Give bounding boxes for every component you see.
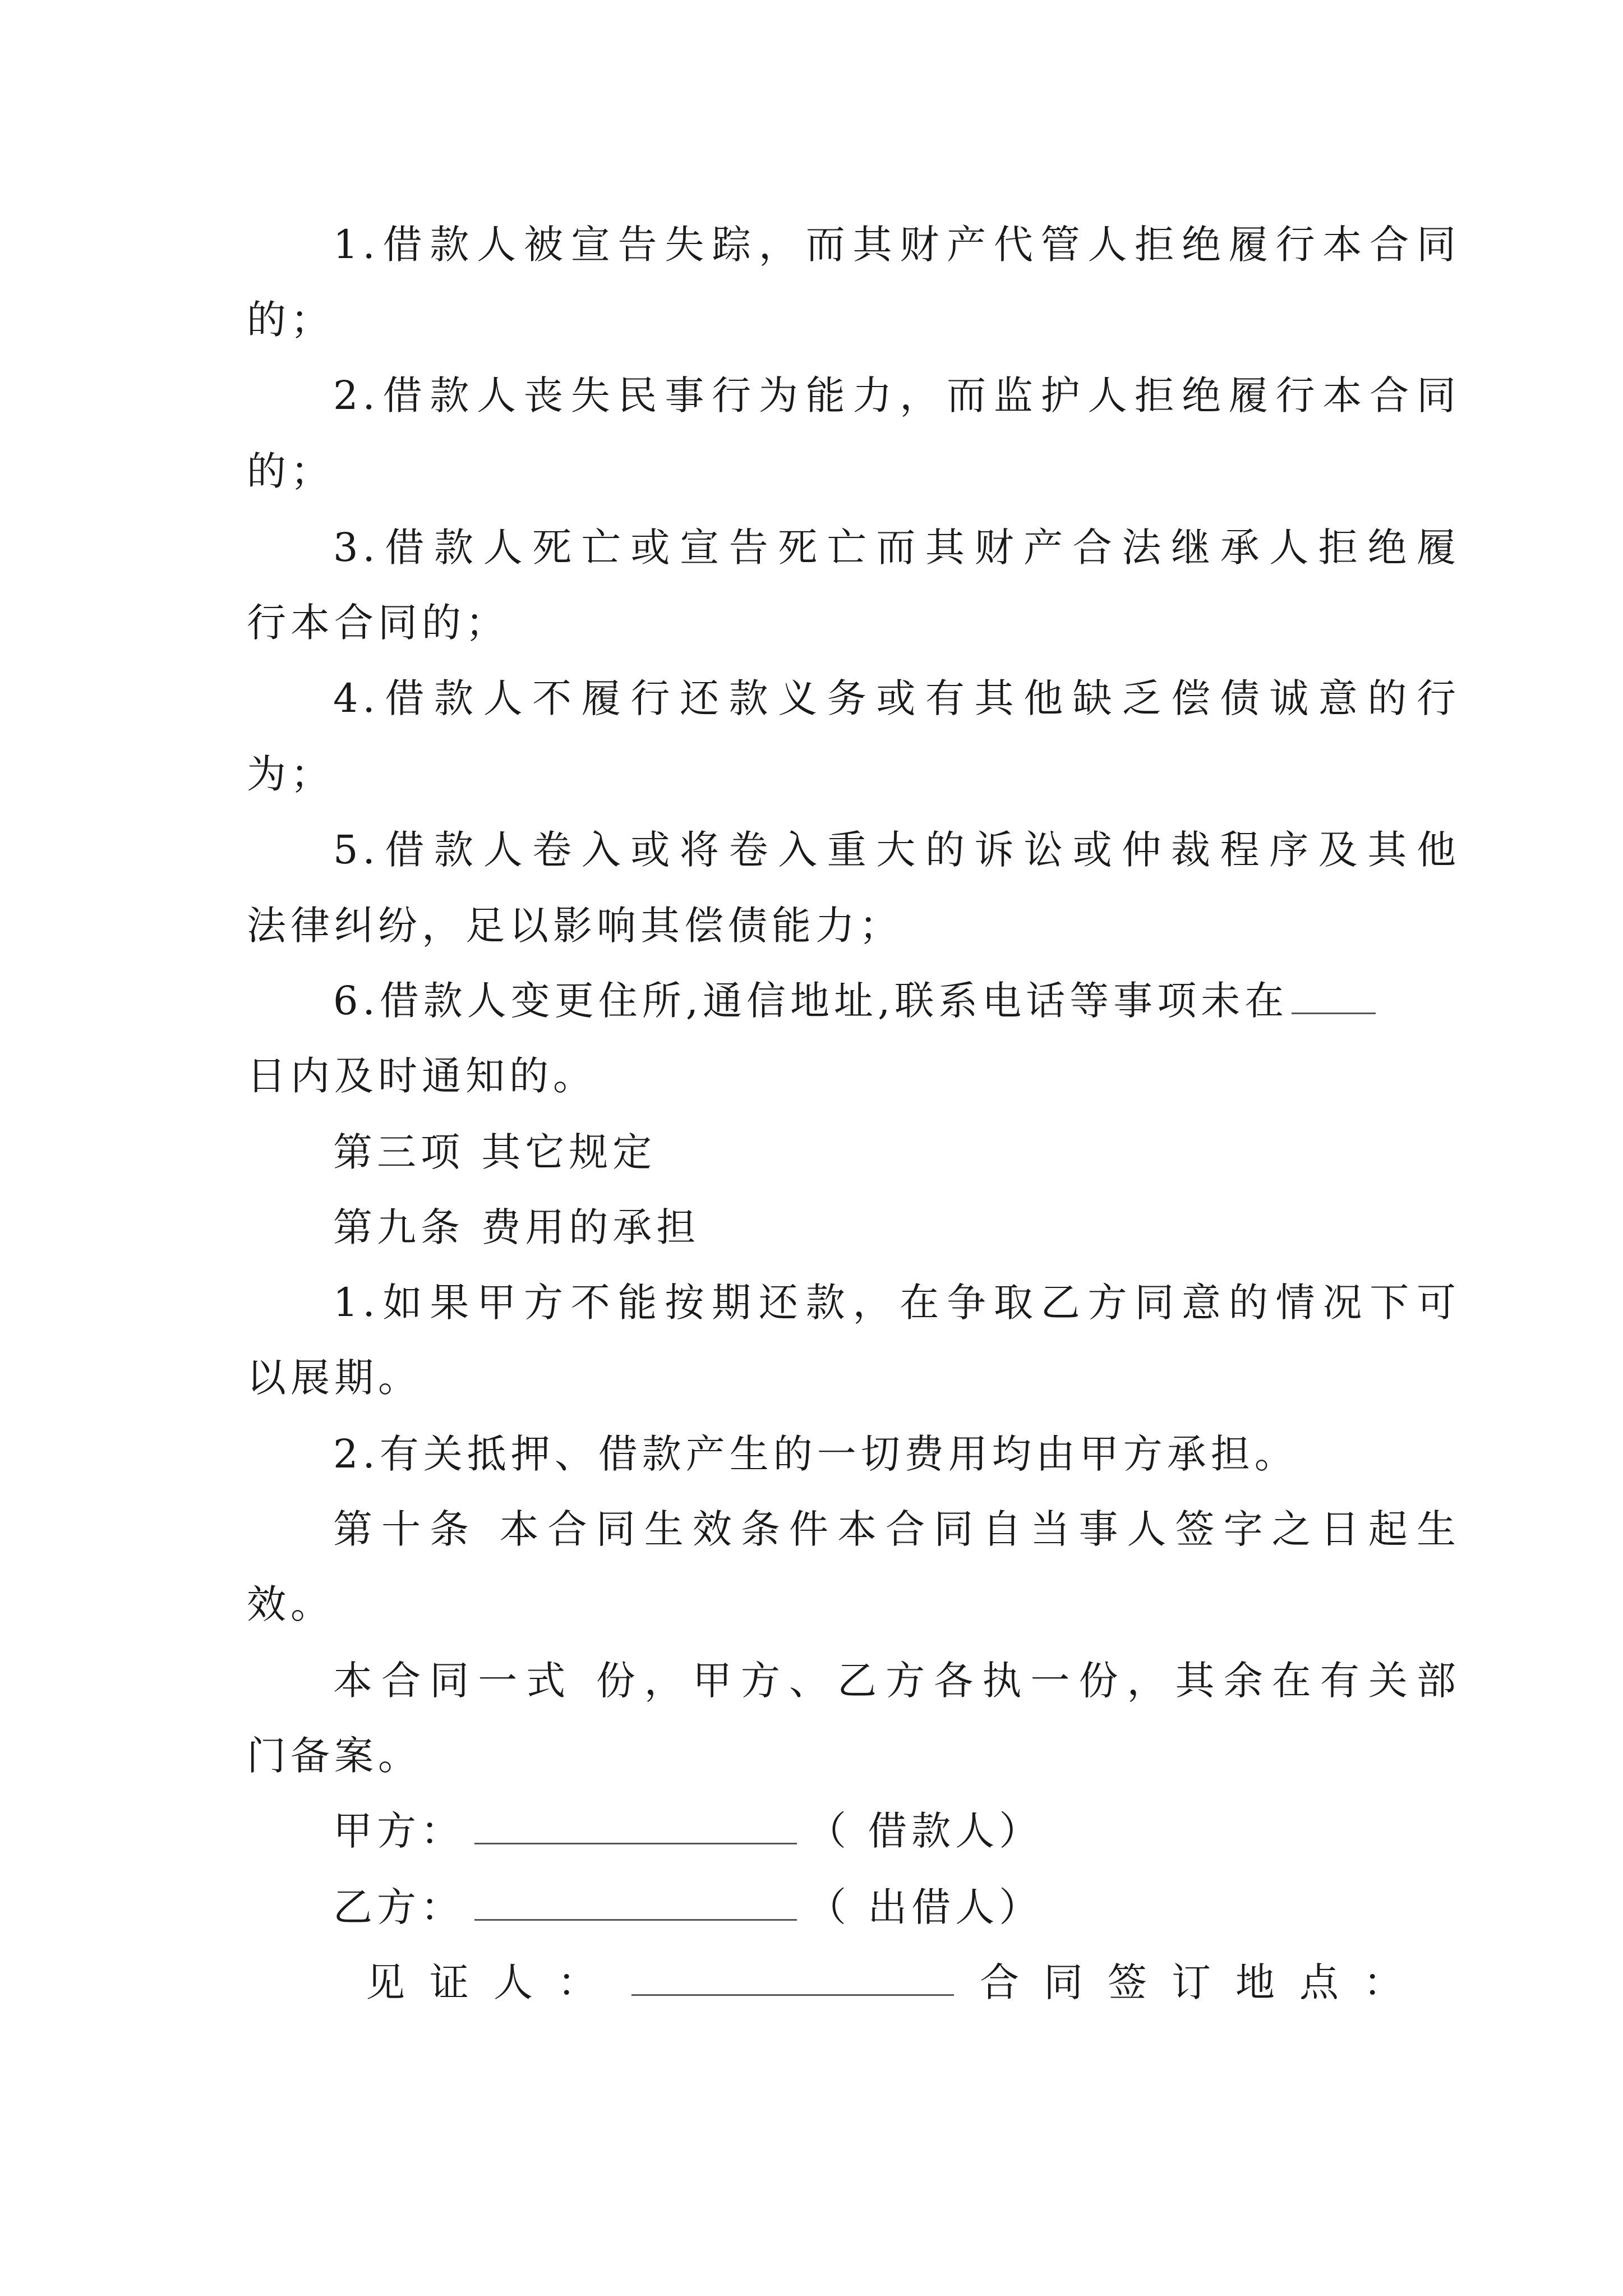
section-heading: 第三项 其它规定 xyxy=(333,1129,657,1175)
clause-line-4: 的； xyxy=(247,448,334,494)
witness-label: 见证人： xyxy=(366,1959,621,2005)
clause-line-3: 2.借款人丧失民事行为能力，而监护人拒绝履行本合同 xyxy=(333,372,1460,418)
clause-line-6: 行本合同的； xyxy=(247,600,509,646)
days-blank-field[interactable] xyxy=(1292,979,1376,1014)
party-b-role: （ 出借人） xyxy=(807,1884,1043,1930)
clause-line-11 xyxy=(333,973,1376,1029)
party-a-label: 甲方： xyxy=(333,1808,464,1854)
party-a-signature-field[interactable] xyxy=(474,1809,797,1844)
clause-line-5: 3.借款人死亡或宣告死亡而其财产合法继承人拒绝履 xyxy=(333,524,1460,570)
article-nine-heading: 第九条 费用的承担 xyxy=(333,1204,700,1250)
clause-line-12: 日内及时通知的。 xyxy=(247,1053,597,1099)
clause-line-8: 为； xyxy=(247,751,334,797)
article-ten-cont: 效。 xyxy=(247,1581,334,1627)
clause-line-7: 4.借款人不履行还款义务或有其他缺乏偿债诚意的行 xyxy=(333,675,1460,721)
copies-clause-cont: 门备案。 xyxy=(247,1733,422,1779)
clause-line-11-text: 6.借款人变更住所,通信地址,联系电话等事项未在 xyxy=(333,978,1289,1024)
clause-line-9: 5.借款人卷入或将卷入重大的诉讼或仲裁程序及其他 xyxy=(333,827,1460,873)
article-ten: 第十条 本合同生效条件本合同自当事人签字之日起生 xyxy=(333,1506,1460,1552)
clause-line-1: 1.借款人被宣告失踪，而其财产代管人拒绝履行本合同 xyxy=(333,222,1460,268)
party-a-line xyxy=(333,1803,1043,1859)
copies-clause: 本合同一式 份，甲方、乙方各执一份，其余在有关部 xyxy=(333,1658,1460,1704)
contract-place-label: 合同签订地点： xyxy=(980,1959,1427,2005)
clause-line-10: 法律纠纷，足以影响其偿债能力； xyxy=(247,903,903,949)
witness-line xyxy=(366,1954,1427,2010)
article-nine-item-2: 2.有关抵押、借款产生的一切费用均由甲方承担。 xyxy=(333,1431,1298,1477)
clause-line-2: 的； xyxy=(247,297,334,343)
party-b-signature-field[interactable] xyxy=(474,1885,797,1921)
party-b-label: 乙方： xyxy=(333,1884,464,1930)
witness-signature-field[interactable] xyxy=(631,1961,954,1996)
party-b-line xyxy=(333,1879,1043,1935)
article-nine-item-1-cont: 以展期。 xyxy=(247,1355,422,1401)
article-nine-item-1: 1.如果甲方不能按期还款，在争取乙方同意的情况下可 xyxy=(333,1280,1460,1326)
party-a-role: （ 借款人） xyxy=(807,1808,1043,1854)
